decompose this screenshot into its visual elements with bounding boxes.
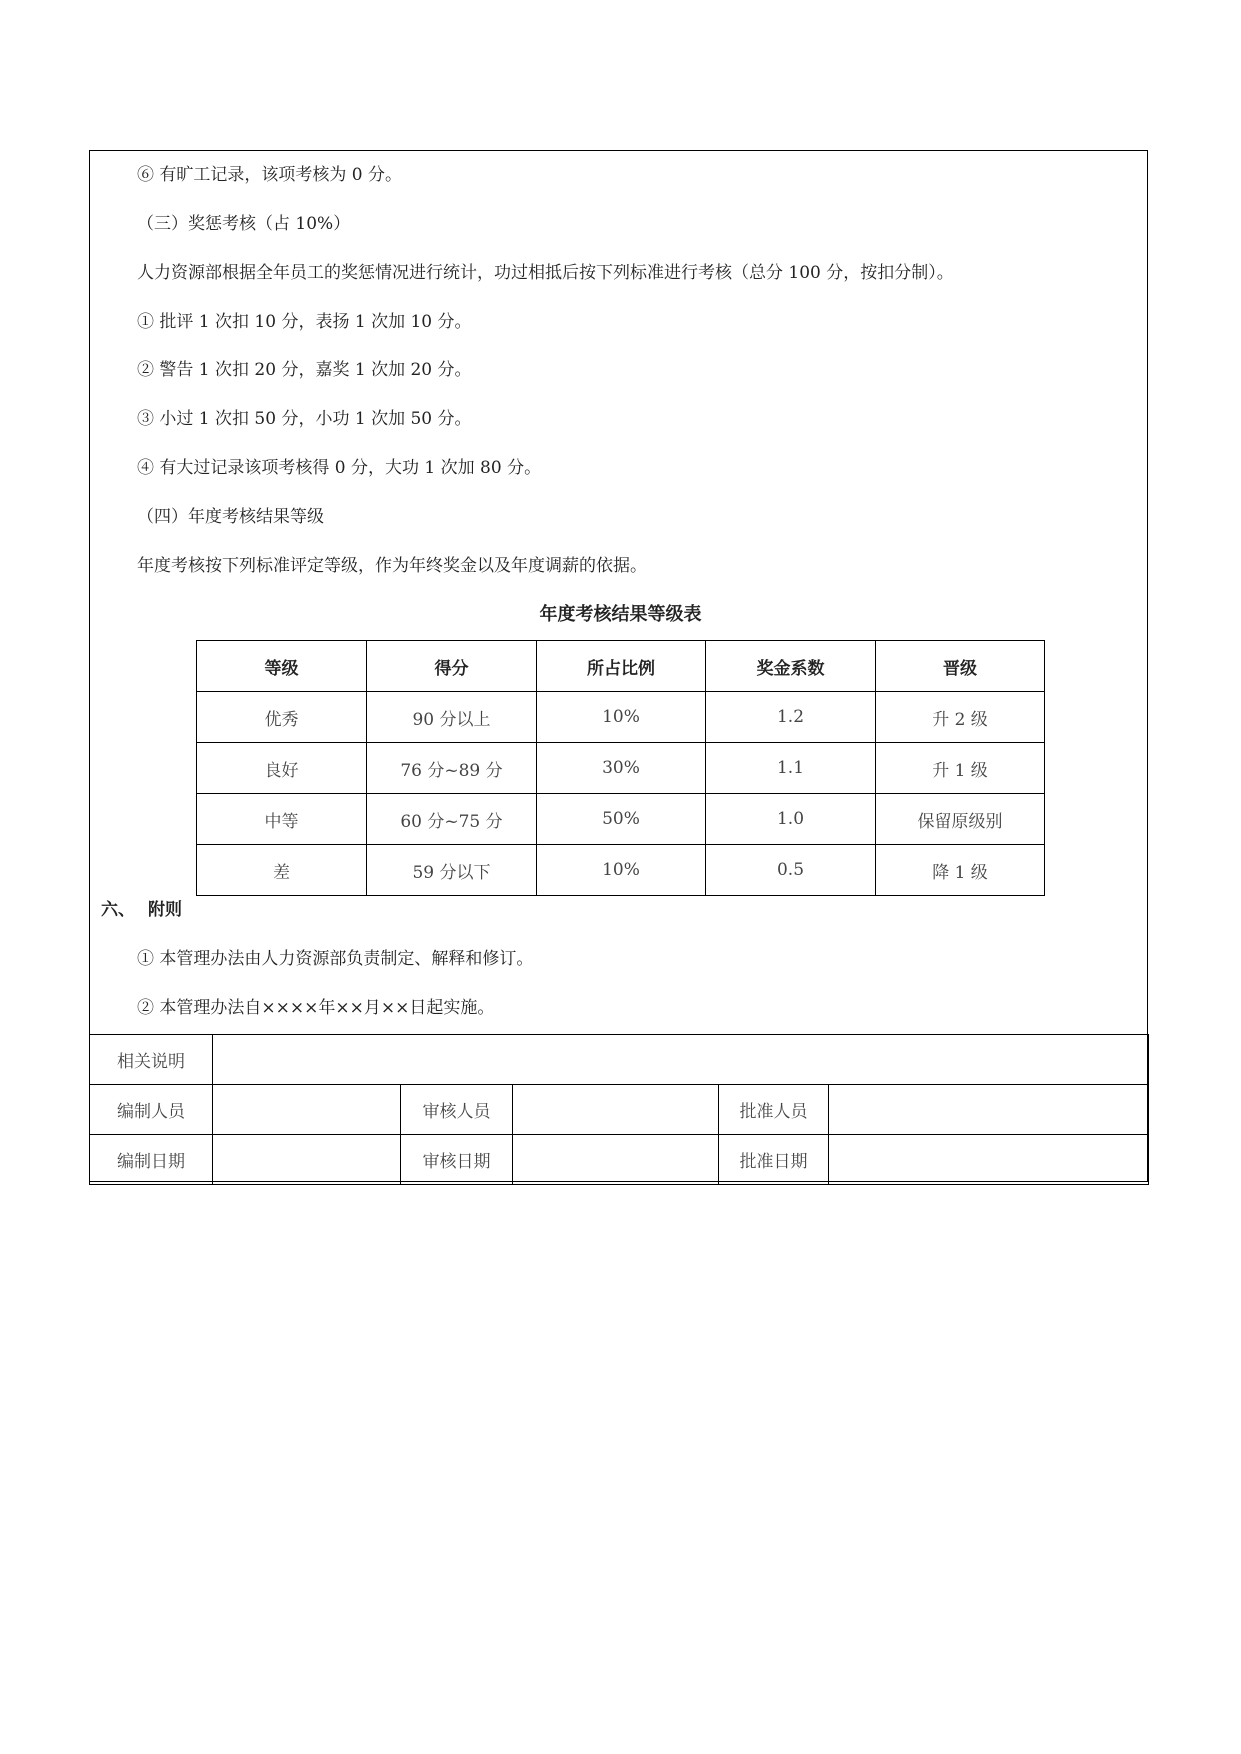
table-row: [197, 743, 1045, 794]
grade-table: [196, 640, 1045, 896]
cell-score: 59 分以下: [367, 845, 537, 896]
compile-date-label: 编制日期: [90, 1135, 213, 1185]
review-date-label: 审核日期: [401, 1135, 513, 1185]
cell-promotion: 保留原级别: [876, 794, 1045, 845]
signoff-note-row: [90, 1035, 1149, 1085]
cell-score: 60 分~75 分: [367, 794, 537, 845]
section-6-number: 六、: [101, 900, 135, 920]
cell-bonus-factor: 1.2: [706, 692, 876, 743]
cell-bonus-factor: 0.5: [706, 845, 876, 896]
approver-field[interactable]: [829, 1085, 1149, 1135]
cell-score: 76 分~89 分: [367, 743, 537, 794]
review-date-field[interactable]: [513, 1135, 719, 1185]
grade-table-header-row: [197, 641, 1045, 692]
section-6-title: 附则: [148, 900, 182, 920]
subsection-annual-grade: （四）年度考核结果等级: [137, 507, 324, 527]
rule-item-2: ② 警告 1 次扣 20 分，嘉奖 1 次加 20 分。: [137, 360, 472, 380]
signoff-dates-row: [90, 1135, 1149, 1185]
compiler-label: 编制人员: [90, 1085, 213, 1135]
header-ratio: 所占比例: [537, 641, 706, 692]
appendix-item-2: ② 本管理办法自××××年××月××日起实施。: [137, 998, 495, 1018]
table-row: [197, 794, 1045, 845]
signoff-people-row: [90, 1085, 1149, 1135]
header-bonus-factor: 奖金系数: [706, 641, 876, 692]
cell-score: 90 分以上: [367, 692, 537, 743]
paragraph-reward-penalty: 人力资源部根据全年员工的奖惩情况进行统计，功过相抵后按下列标准进行考核（总分 100 分，按扣分制）。: [137, 263, 954, 283]
cell-ratio: 50%: [537, 794, 706, 845]
section-6-heading: [101, 898, 182, 922]
compiler-field[interactable]: [213, 1085, 401, 1135]
rule-item-1: ① 批评 1 次扣 10 分，表扬 1 次加 10 分。: [137, 312, 472, 332]
grade-table-title: 年度考核结果等级表: [539, 604, 702, 625]
cell-grade: 中等: [197, 794, 367, 845]
approver-label: 批准人员: [719, 1085, 829, 1135]
paragraph-annual-grade: 年度考核按下列标准评定等级，作为年终奖金以及年度调薪的依据。: [137, 556, 647, 576]
signoff-table: [89, 1034, 1149, 1185]
cell-grade: 差: [197, 845, 367, 896]
rule-item-4: ④ 有大过记录该项考核得 0 分，大功 1 次加 80 分。: [137, 458, 542, 478]
cell-ratio: 10%: [537, 845, 706, 896]
approve-date-field[interactable]: [829, 1135, 1149, 1185]
cell-bonus-factor: 1.0: [706, 794, 876, 845]
rule-item-3: ③ 小过 1 次扣 50 分，小功 1 次加 50 分。: [137, 409, 472, 429]
header-promotion: 晋级: [876, 641, 1045, 692]
rule-item-6: ⑥ 有旷工记录，该项考核为 0 分。: [137, 165, 403, 185]
reviewer-label: 审核人员: [401, 1085, 513, 1135]
reviewer-field[interactable]: [513, 1085, 719, 1135]
table-row: [197, 692, 1045, 743]
cell-promotion: 降 1 级: [876, 845, 1045, 896]
note-field[interactable]: [213, 1035, 1149, 1085]
cell-promotion: 升 2 级: [876, 692, 1045, 743]
cell-ratio: 30%: [537, 743, 706, 794]
appendix-item-1: ① 本管理办法由人力资源部负责制定、解释和修订。: [137, 949, 534, 969]
cell-promotion: 升 1 级: [876, 743, 1045, 794]
cell-ratio: 10%: [537, 692, 706, 743]
approve-date-label: 批准日期: [719, 1135, 829, 1185]
compile-date-field[interactable]: [213, 1135, 401, 1185]
subsection-reward-penalty: （三）奖惩考核（占 10%）: [137, 214, 351, 234]
cell-bonus-factor: 1.1: [706, 743, 876, 794]
header-grade: 等级: [197, 641, 367, 692]
cell-grade: 良好: [197, 743, 367, 794]
header-score: 得分: [367, 641, 537, 692]
note-label: 相关说明: [90, 1035, 213, 1085]
cell-grade: 优秀: [197, 692, 367, 743]
table-row: [197, 845, 1045, 896]
